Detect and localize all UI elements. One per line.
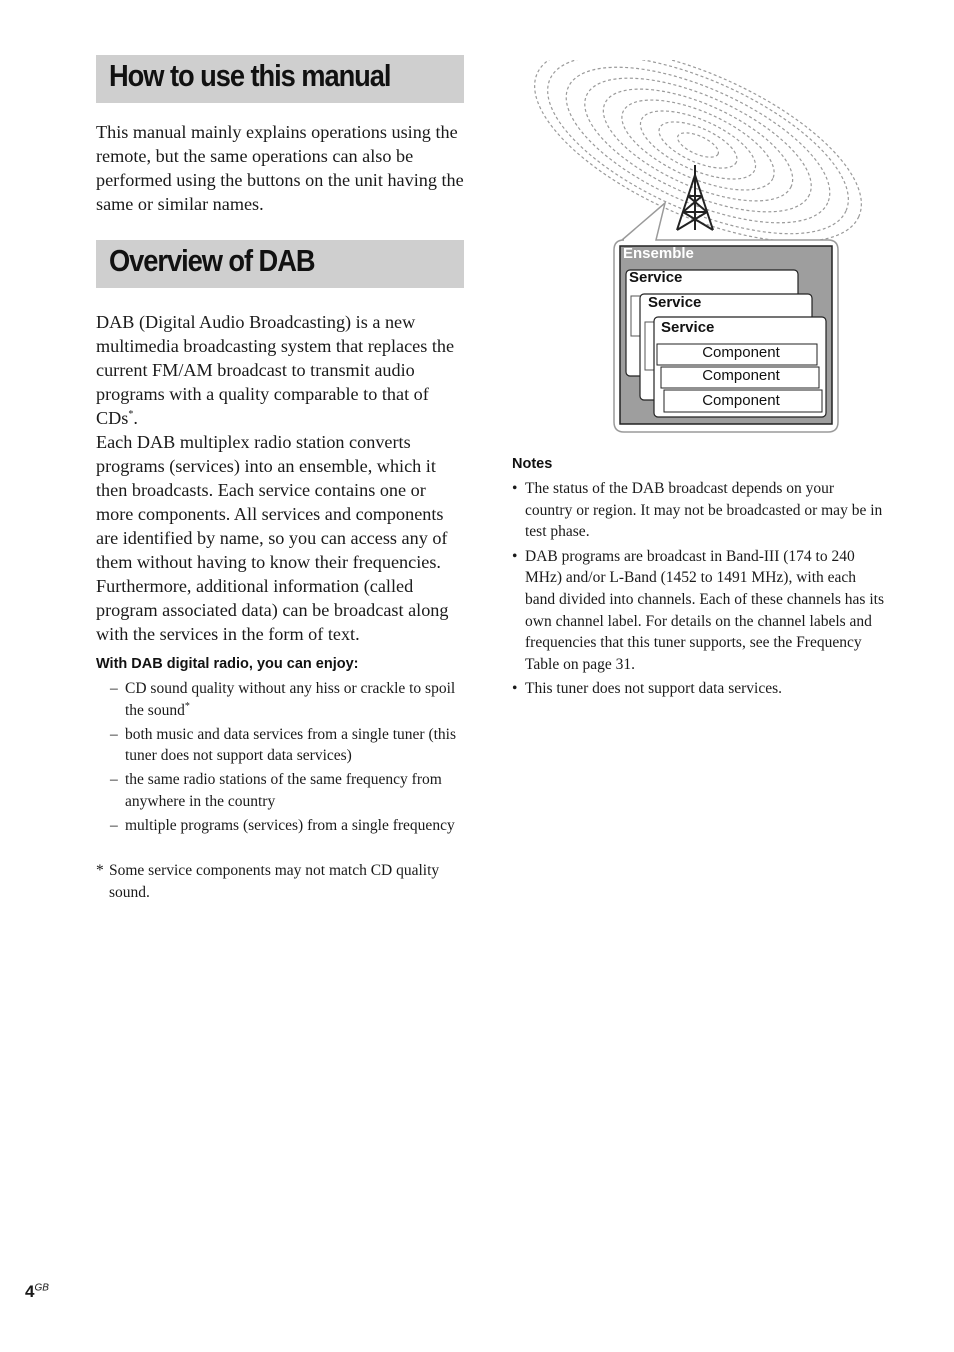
section-title: Overview of DAB (109, 243, 315, 278)
service-label: Service (661, 319, 715, 336)
note-text: DAB programs are broadcast in Band-III (174 to 240 MHz) and/or L-Band (1452 to 1491 MHz), with each band divided into channels. Each of these channels has its own channel label. For details on the channel labels and frequencies that this tuner supports, see the Frequency Table on page 31. (525, 547, 884, 674)
bullet-marker: • (512, 480, 518, 497)
list-marker: – (110, 816, 118, 834)
list-marker: – (110, 680, 118, 697)
footnote-mark: * (128, 408, 134, 420)
note-text: This tuner does not support data services. (525, 680, 782, 698)
bullet-marker: • (512, 547, 518, 565)
list-item (110, 769, 470, 812)
dab-structure-diagram (520, 60, 880, 440)
list-marker: – (110, 725, 118, 743)
paragraph-text: DAB (Digital Audio Broadcasting) is a new multimedia broadcasting system that replaces the current FM/AM broadcast to transmit audio programs with a quality comparable to that of CDs (96, 312, 455, 428)
bullet-marker: • (512, 680, 518, 698)
enjoy-heading: With DAB digital radio, you can enjoy: (96, 656, 359, 672)
service-label: Service (648, 294, 702, 311)
component-label: Component (702, 344, 780, 361)
footnote-mark: * (96, 862, 104, 879)
item-text: CD sound quality without any hiss or crackle to spoil the sound (125, 680, 456, 719)
service-label: Service (629, 269, 683, 286)
page-number-suffix: GB (34, 1282, 49, 1294)
footnote (96, 860, 468, 903)
section-heading-dab (96, 240, 464, 288)
page-number-value: 4 (25, 1282, 35, 1301)
section-title: How to use this manual (109, 58, 391, 93)
component-label: Component (702, 367, 780, 384)
item-text: the same radio stations of the same frequency from anywhere in the country (125, 771, 442, 810)
note-item (512, 478, 884, 543)
dab-paragraph-1 (96, 310, 466, 430)
section-heading-manual (96, 55, 464, 103)
list-marker: – (110, 771, 118, 788)
notes-heading: Notes (512, 456, 553, 472)
note-item (512, 546, 884, 676)
footnote-text: Some service components may not match CD quality sound. (109, 862, 440, 901)
item-text: multiple programs (services) from a single frequency (125, 816, 455, 834)
notes-list (512, 478, 884, 703)
list-item (110, 724, 470, 767)
footnote-mark: * (184, 700, 190, 712)
component-label: Component (702, 392, 780, 409)
page-number (25, 1282, 49, 1302)
paragraph-end: . (133, 408, 138, 428)
note-item (512, 678, 884, 700)
ensemble-label: Ensemble (623, 245, 694, 262)
manual-paragraph: This manual mainly explains operations using the remote, but the same operations can also be performed using the buttons on the unit having the same or similar names. (96, 122, 464, 214)
dab-paragraph-2: Each DAB multiplex radio station converts programs (services) into an ensemble, which it then broadcasts. Each service contains one or more components. All services and components are identified by name, so you can access any of them without having to know their frequencies. Furthermore, additional information (called program associated data) can be broadcast along with the services in the form of text. (96, 432, 449, 644)
item-text: both music and data services from a single tuner (this tuner does not support data services) (125, 725, 457, 764)
note-text: The status of the DAB broadcast depends on your country or region. It may not be broadcasted or may be in test phase. (525, 480, 883, 541)
list-item (110, 678, 470, 721)
enjoy-list (110, 678, 470, 839)
list-item (110, 815, 470, 837)
